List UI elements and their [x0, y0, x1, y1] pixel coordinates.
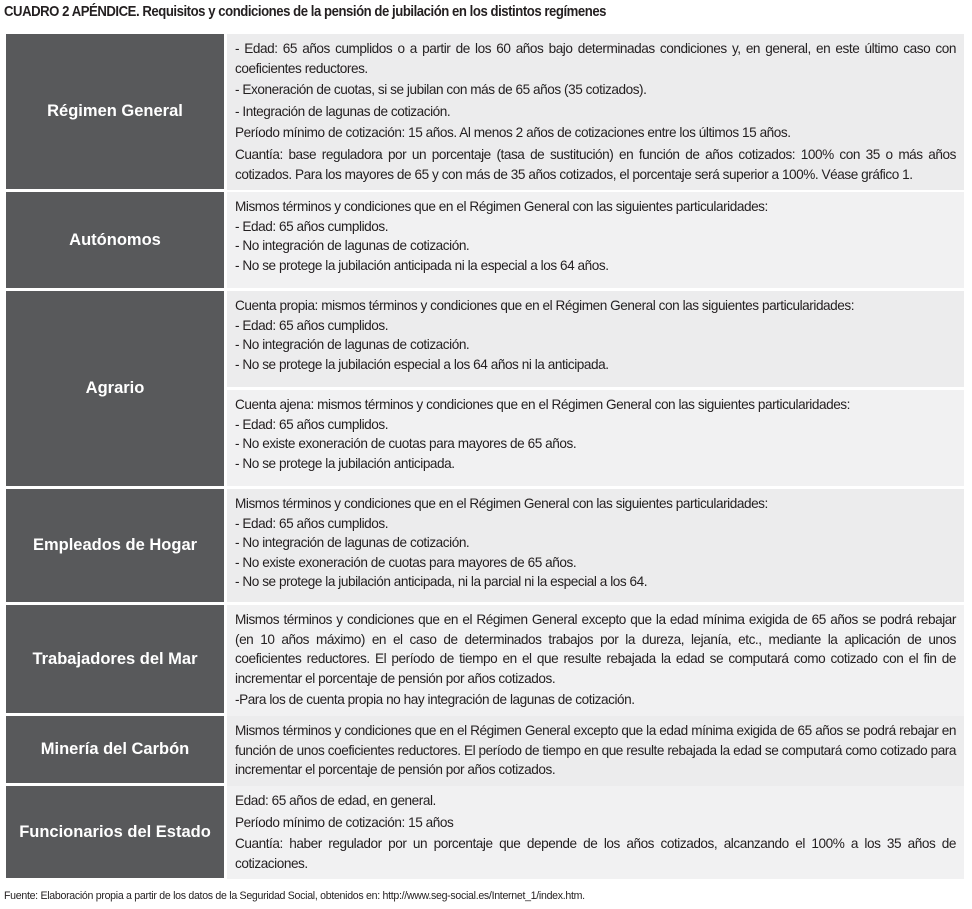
table-row-empleados-hogar	[6, 489, 964, 602]
row-content-cuenta-ajena	[227, 390, 964, 486]
row-label: Régimen General	[6, 34, 224, 189]
content-line: Cuenta propia: mismos términos y condiciones que en el Régimen General con las siguientes particularidades:	[235, 298, 855, 313]
row-label: Autónomos	[6, 192, 224, 288]
row-content	[227, 605, 964, 716]
row-content-cuenta-propia	[227, 291, 964, 387]
content-line: -Para los de cuenta propia no hay integración de lagunas de cotización.	[235, 692, 635, 708]
content-line: - No se protege la jubilación anticipada, ni la parcial ni la especial a los 64.	[235, 574, 648, 590]
content-line: Período mínimo de cotización: 15 años	[235, 814, 454, 830]
content-line: - Edad: 65 años cumplidos.	[235, 317, 389, 333]
content-line: - Edad: 65 años cumplidos o a partir de los 60 años bajo determinadas condiciones y, en general, en este último caso con coeficientes reductores.	[235, 41, 956, 76]
row-label: Trabajadores del Mar	[6, 605, 224, 713]
regimes-table	[6, 34, 964, 881]
content-line: - No existe exoneración de cuotas para mayores de 65 años.	[235, 436, 577, 452]
content-line: - No se protege la jubilación anticipada ni la especial a los 64 años.	[235, 257, 609, 273]
row-label: Funcionarios del Estado	[6, 786, 224, 878]
table-row-agrario	[6, 291, 964, 486]
table-row-funcionarios-estado	[6, 786, 964, 878]
content-line: Mismos términos y condiciones que en el Régimen General con las siguientes particularidades:	[235, 199, 768, 214]
content-line: - No integración de lagunas de cotización.	[235, 337, 470, 353]
table-title: CUADRO 2 APÉNDICE. Requisitos y condiciones de la pensión de jubilación en los distintos regímenes	[4, 4, 607, 20]
source-footnote: Fuente: Elaboración propia a partir de los datos de la Seguridad Social, obtenidos en: http://www.seg-social.es/Internet_1/index.htm.	[4, 890, 585, 902]
row-content	[227, 716, 964, 786]
content-line: - No integración de lagunas de cotización.	[235, 535, 470, 551]
content-line: Cuenta ajena: mismos términos y condiciones que en el Régimen General con las siguientes particularidades:	[235, 397, 850, 412]
row-label: Agrario	[6, 291, 224, 486]
row-content	[227, 489, 964, 602]
content-line: Edad: 65 años de edad, en general.	[235, 793, 436, 808]
row-content	[227, 34, 964, 190]
table-row-regimen-general	[6, 34, 964, 189]
row-content	[227, 786, 964, 879]
content-line: Mismos términos y condiciones que en el Régimen General excepto que la edad mínima exigida de 65 años se podrá rebajar (en 10 años máximo) en el caso de determinados trabajos por la dureza, lejanía, etc., mediante la aplicación de unos coeficientes reductores. El período de tiempo en el que resulte rebajada la edad se computará como cotizado con el fin de incrementar el porcentaje de pensión por años cotizados.	[235, 612, 956, 686]
content-line: - No integración de lagunas de cotización.	[235, 238, 470, 254]
content-line: Mismos términos y condiciones que en el Régimen General excepto que la edad mínima exigida de 65 años se podrá rebajar en función de unos coeficientes reductores. El período de tiempo en que resulte rebajada la edad se computará como cotizado para incrementar el porcentaje de pensión por años cotizados.	[235, 723, 956, 778]
content-line: - Edad: 65 años cumplidos.	[235, 515, 389, 531]
table-row-mineria-carbon	[6, 716, 964, 783]
content-line: - Exoneración de cuotas, si se jubilan con más de 65 años (35 cotizados).	[235, 82, 647, 98]
table-row-autonomos	[6, 192, 964, 288]
content-line: - No se protege la jubilación anticipada.	[235, 455, 455, 471]
table-row-trabajadores-mar	[6, 605, 964, 713]
row-label: Empleados de Hogar	[6, 489, 224, 602]
row-content	[227, 192, 964, 288]
content-line: Cuantía: base reguladora por un porcentaje (tasa de sustitución) en función de años cotizados: 100% con 35 o más años cotizados. Para los mayores de 65 y con más de 35 años cotizados, el porcentaje será superior a 100%. Véase gráfico 1.	[235, 146, 956, 182]
row-label: Minería del Carbón	[6, 716, 224, 783]
content-line: - Edad: 65 años cumplidos.	[235, 218, 389, 234]
content-line: - No se protege la jubilación especial a los 64 años ni la anticipada.	[235, 356, 609, 372]
content-line: - No existe exoneración de cuotas para mayores de 65 años.	[235, 554, 577, 570]
content-line: - Integración de lagunas de cotización.	[235, 103, 451, 119]
content-line: Mismos términos y condiciones que en el Régimen General con las siguientes particularidades:	[235, 496, 768, 511]
content-line: Período mínimo de cotización: 15 años. Al menos 2 años de cotizaciones entre los últimos 15 años.	[235, 125, 791, 141]
content-line: - Edad: 65 años cumplidos.	[235, 416, 389, 432]
content-line: Cuantía: haber regulador por un porcentaje que depende de los años cotizados, alcanzando el 100% a los 35 años de cotizaciones.	[235, 836, 956, 871]
